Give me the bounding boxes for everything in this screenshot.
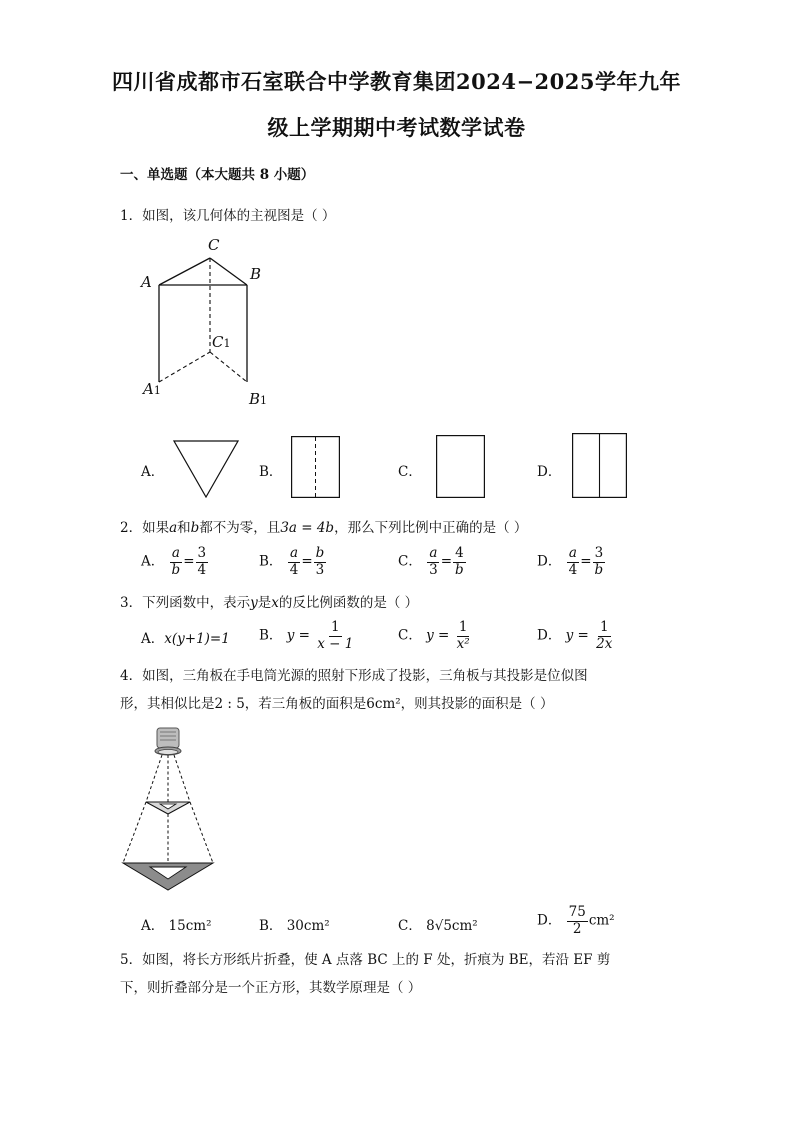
q1-option-b-label[interactable]: B． [259,464,283,480]
q1-option-b-rect-dashed [291,436,340,498]
question-4-line-2: 形，其相似比是2 : 5，若三角板的面积是6cm²，则其投影的面积是（ ） [120,696,554,712]
q4-option-a[interactable]: A． 15cm² [141,918,212,934]
question-5-line-2: 下，则折叠部分是一个正方形，其数学原理是（ ） [120,980,422,996]
flashlight-icon [155,728,181,755]
question-5-line-1: 5．如图，将长方形纸片折叠，使 A 点落 BC 上的 F 处，折痕为 BE，若沿 EF 剪 [120,952,611,968]
question-1-text: 1．如图，该几何体的主视图是（ ） [120,208,336,224]
q3-option-b[interactable]: B． y = $\frac{1}{x - 1}$ [259,619,354,652]
q2-option-a[interactable]: A． $\frac{a}{b}$ = $\frac{3}{4}$ [141,545,207,578]
q1-option-a-label[interactable]: A． [141,464,165,480]
vertex-label-c1: C1 [212,333,231,351]
vertex-label-a1: A1 [143,380,161,398]
title-line-2: 级上学期期中考试数学试卷 [267,115,526,140]
q1-option-c-rect [436,435,485,498]
q2-option-c[interactable]: C． $\frac{a}{3}$ = $\frac{4}{b}$ [398,545,464,578]
q1-option-c-label[interactable]: C． [398,464,422,480]
q3-option-d[interactable]: D． y = $\frac{1}{2x}$ [537,619,613,652]
question-2-text: 2．如果a和b都不为零，且3a = 4b，那么下列比例中正确的是（ ） [120,520,528,536]
section-header: 一、单选题（本大题共 8 小题） [120,167,315,183]
vertex-label-c: C [208,236,220,254]
question-4-line-1: 4．如图，三角板在手电筒光源的照射下形成了投影，三角板与其投影是位似图 [120,668,588,684]
q1-option-a-triangle [173,440,239,498]
q1-option-d-rect-solid-line [572,433,627,498]
vertex-label-a: A [141,273,152,291]
q2-option-d[interactable]: D． $\frac{a}{4}$ = $\frac{3}{b}$ [537,545,604,578]
flashlight-projection-figure [118,722,218,894]
q1-option-d-label[interactable]: D． [537,464,562,480]
q3-option-c[interactable]: C． y = $\frac{1}{\text{x²}}$ [398,619,470,652]
question-3-text: 3．下列函数中，表示y是x的反比例函数的是（ ） [120,595,419,611]
vertex-label-b: B [250,265,262,283]
vertex-label-b1: B1 [249,390,268,408]
q3-option-a[interactable]: A．x(y+1)=1 [141,631,230,647]
title-line-1: 四川省成都市石室联合中学教育集团2024−2025学年九年 [112,69,681,94]
q4-option-d[interactable]: D． $\frac{75}{2}$ cm² [537,904,615,937]
q2-option-b[interactable]: B． $\frac{a}{4}$ = $\frac{b}{3}$ [259,545,325,578]
q4-option-b[interactable]: B． 30cm² [259,918,330,934]
q4-option-c[interactable]: C． 8√5cm² [398,918,478,934]
